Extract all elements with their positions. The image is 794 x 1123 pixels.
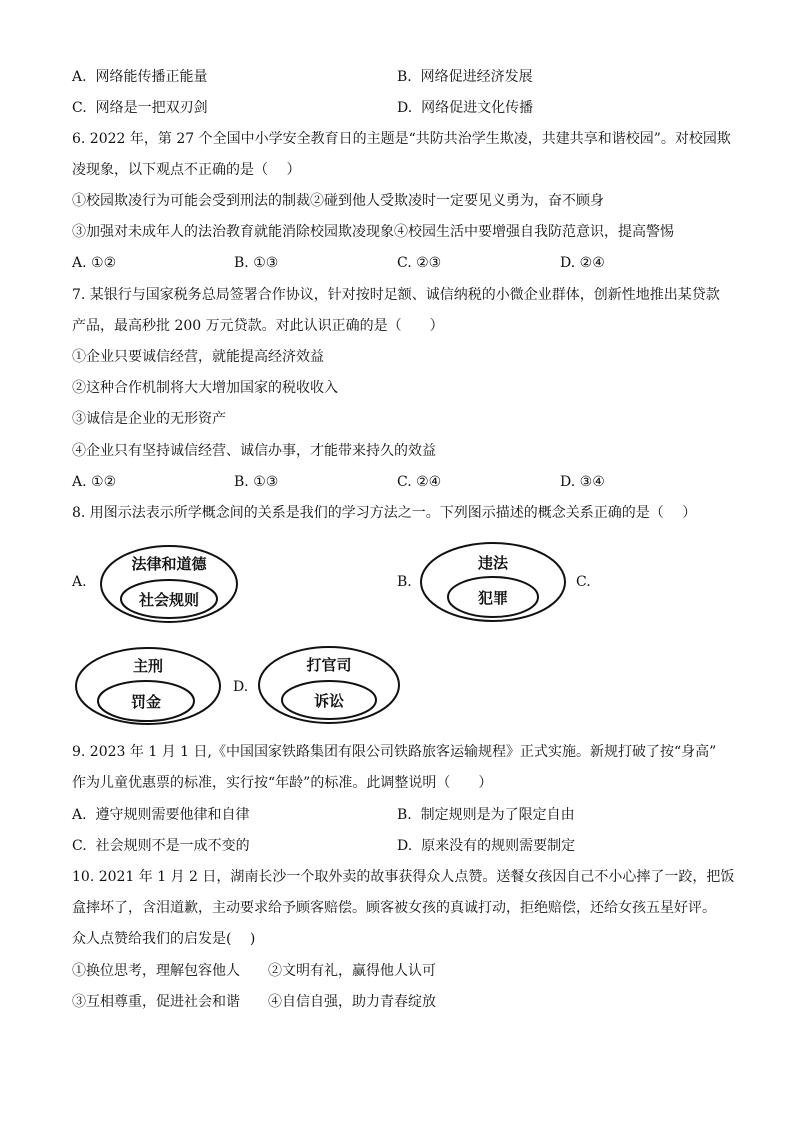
outer-concept-label: 打官司 xyxy=(306,656,352,674)
option-label: B. xyxy=(397,807,412,823)
q9-stem-line1: 9. 2023 年 1 月 1 日,《中国国家铁路集团有限公司铁路旅客运输规程》正式实施。新规打破了按“身高” xyxy=(72,744,717,760)
inner-concept-label: 犯罪 xyxy=(477,589,509,607)
option-label: C. xyxy=(397,474,412,490)
option-label: A. xyxy=(72,474,87,490)
q9-option-c xyxy=(72,836,250,856)
q7-option-a xyxy=(72,472,116,492)
q9-option-a xyxy=(72,805,249,825)
q6-statement-line1: ①校园欺凌行为可能会受到刑法的制裁②碰到他人受欺凌时一定要见义勇为，奋不顾身 xyxy=(72,193,604,209)
q5-option-a xyxy=(72,67,207,87)
option-text: 网络能传播正能量 xyxy=(95,69,208,85)
outer-concept-label: 法律和道德 xyxy=(131,555,207,573)
q8-diagram-b-label: B. xyxy=(397,574,412,590)
q8-diagram-a xyxy=(99,543,239,625)
option-text: 网络促进经济发展 xyxy=(420,69,533,85)
option-text: ③④ xyxy=(579,474,605,490)
q6-statement-line2: ③加强对未成年人的法治教育就能消除校园欺凌现象④校园生活中要增强自我防范意识，提高警惕 xyxy=(72,224,674,240)
q9-option-d xyxy=(397,836,575,856)
q6-option-c xyxy=(397,253,441,273)
option-label: D. xyxy=(560,474,576,490)
q7-statement-3: ③诚信是企业的无形资产 xyxy=(72,411,226,427)
inner-concept-label: 社会规则 xyxy=(138,591,200,609)
option-label: A. xyxy=(72,807,87,823)
q8-diagram-c-label: C. xyxy=(576,574,591,590)
q6-option-a xyxy=(72,253,116,273)
q6-option-d xyxy=(560,253,605,273)
q7-option-b xyxy=(234,472,278,492)
option-text: ②④ xyxy=(579,255,605,271)
option-text: ①③ xyxy=(253,255,279,271)
option-text: 原来没有的规则需要制定 xyxy=(421,838,576,854)
q8-diagram-c xyxy=(74,646,222,726)
option-text: ①③ xyxy=(253,474,279,490)
option-label: C. xyxy=(72,100,87,116)
outer-concept-label: 主刑 xyxy=(132,657,164,675)
option-label: A. xyxy=(72,69,87,85)
q8-diagram-d xyxy=(257,645,401,725)
option-label: B. xyxy=(234,474,249,490)
option-label: C. xyxy=(397,255,412,271)
q7-statement-1: ①企业只要诚信经营，就能提高经济效益 xyxy=(72,349,324,365)
q10-stem-line1: 10. 2021 年 1 月 2 日，湖南长沙一个取外卖的故事获得众人点赞。送餐女孩因自己不小心摔了一跤，把饭 xyxy=(72,869,735,885)
q5-option-c xyxy=(72,98,208,118)
q6-stem-line2: 凌现象，以下观点不正确的是（ ） xyxy=(72,162,301,178)
option-text: 遵守规则需要他律和自律 xyxy=(95,807,250,823)
q5-option-b xyxy=(397,67,533,87)
inner-concept-label: 诉讼 xyxy=(313,692,345,710)
option-text: ②④ xyxy=(416,474,442,490)
option-label: D. xyxy=(397,100,413,116)
q8-diagram-a-label: A. xyxy=(72,574,87,590)
q7-option-c xyxy=(397,472,441,492)
q10-statement-line1: ①换位思考，理解包容他人 ②文明有礼，赢得他人认可 xyxy=(72,963,436,979)
option-label: A. xyxy=(72,255,87,271)
option-text: 制定规则是为了限定自由 xyxy=(420,807,575,823)
option-text: ①② xyxy=(91,255,117,271)
q8-stem: 8. 用图示法表示所学概念间的关系是我们的学习方法之一。下列图示描述的概念关系正确的是（ ） xyxy=(72,505,697,521)
option-text: ①② xyxy=(91,474,117,490)
q10-stem-line2: 盒摔坏了，含泪道歉，主动要求给予顾客赔偿。顾客被女孩的真诚打动，拒绝赔偿，还给女孩五星好评。 xyxy=(72,900,716,916)
q8-diagram-d-label: D. xyxy=(233,679,249,695)
inner-concept-label: 罚金 xyxy=(130,693,162,711)
q10-statement-line2: ③互相尊重，促进社会和谐 ④自信自强，助力青春绽放 xyxy=(72,994,436,1010)
option-text: 社会规则不是一成不变的 xyxy=(95,838,250,854)
option-label: D. xyxy=(397,838,413,854)
q9-option-b xyxy=(397,805,575,825)
q10-stem-line3: 众人点赞给我们的启发是( ) xyxy=(72,931,256,947)
q6-option-b xyxy=(234,253,278,273)
q6-stem-line1: 6. 2022 年，第 27 个全国中小学安全教育日的主题是“共防共治学生欺凌，共建共享和谐校园”。对校园欺 xyxy=(72,131,731,147)
q9-stem-line2: 作为儿童优惠票的标准，实行按“年龄”的标准。此调整说明（ ） xyxy=(72,775,493,791)
option-label: B. xyxy=(397,69,412,85)
outer-concept-label: 违法 xyxy=(477,554,509,572)
q5-option-d xyxy=(397,98,533,118)
q7-statement-4: ④企业只有坚持诚信经营、诚信办事，才能带来持久的效益 xyxy=(72,443,436,459)
q8-diagram-b xyxy=(419,541,567,623)
option-text: 网络是一把双刃剑 xyxy=(95,100,208,116)
q7-statement-2: ②这种合作机制将大大增加国家的税收收入 xyxy=(72,380,338,396)
option-label: C. xyxy=(72,838,87,854)
option-label: B. xyxy=(234,255,249,271)
q7-stem-line1: 7. 某银行与国家税务总局签署合作协议，针对按时足额、诚信纳税的小微企业群体，创新性地推出某贷款 xyxy=(72,287,720,303)
option-label: D. xyxy=(560,255,576,271)
option-text: ②③ xyxy=(416,255,442,271)
q7-option-d xyxy=(560,472,605,492)
option-text: 网络促进文化传播 xyxy=(421,100,534,116)
q7-stem-line2: 产品，最高秒批 200 万元贷款。对此认识正确的是（ ） xyxy=(72,318,444,334)
